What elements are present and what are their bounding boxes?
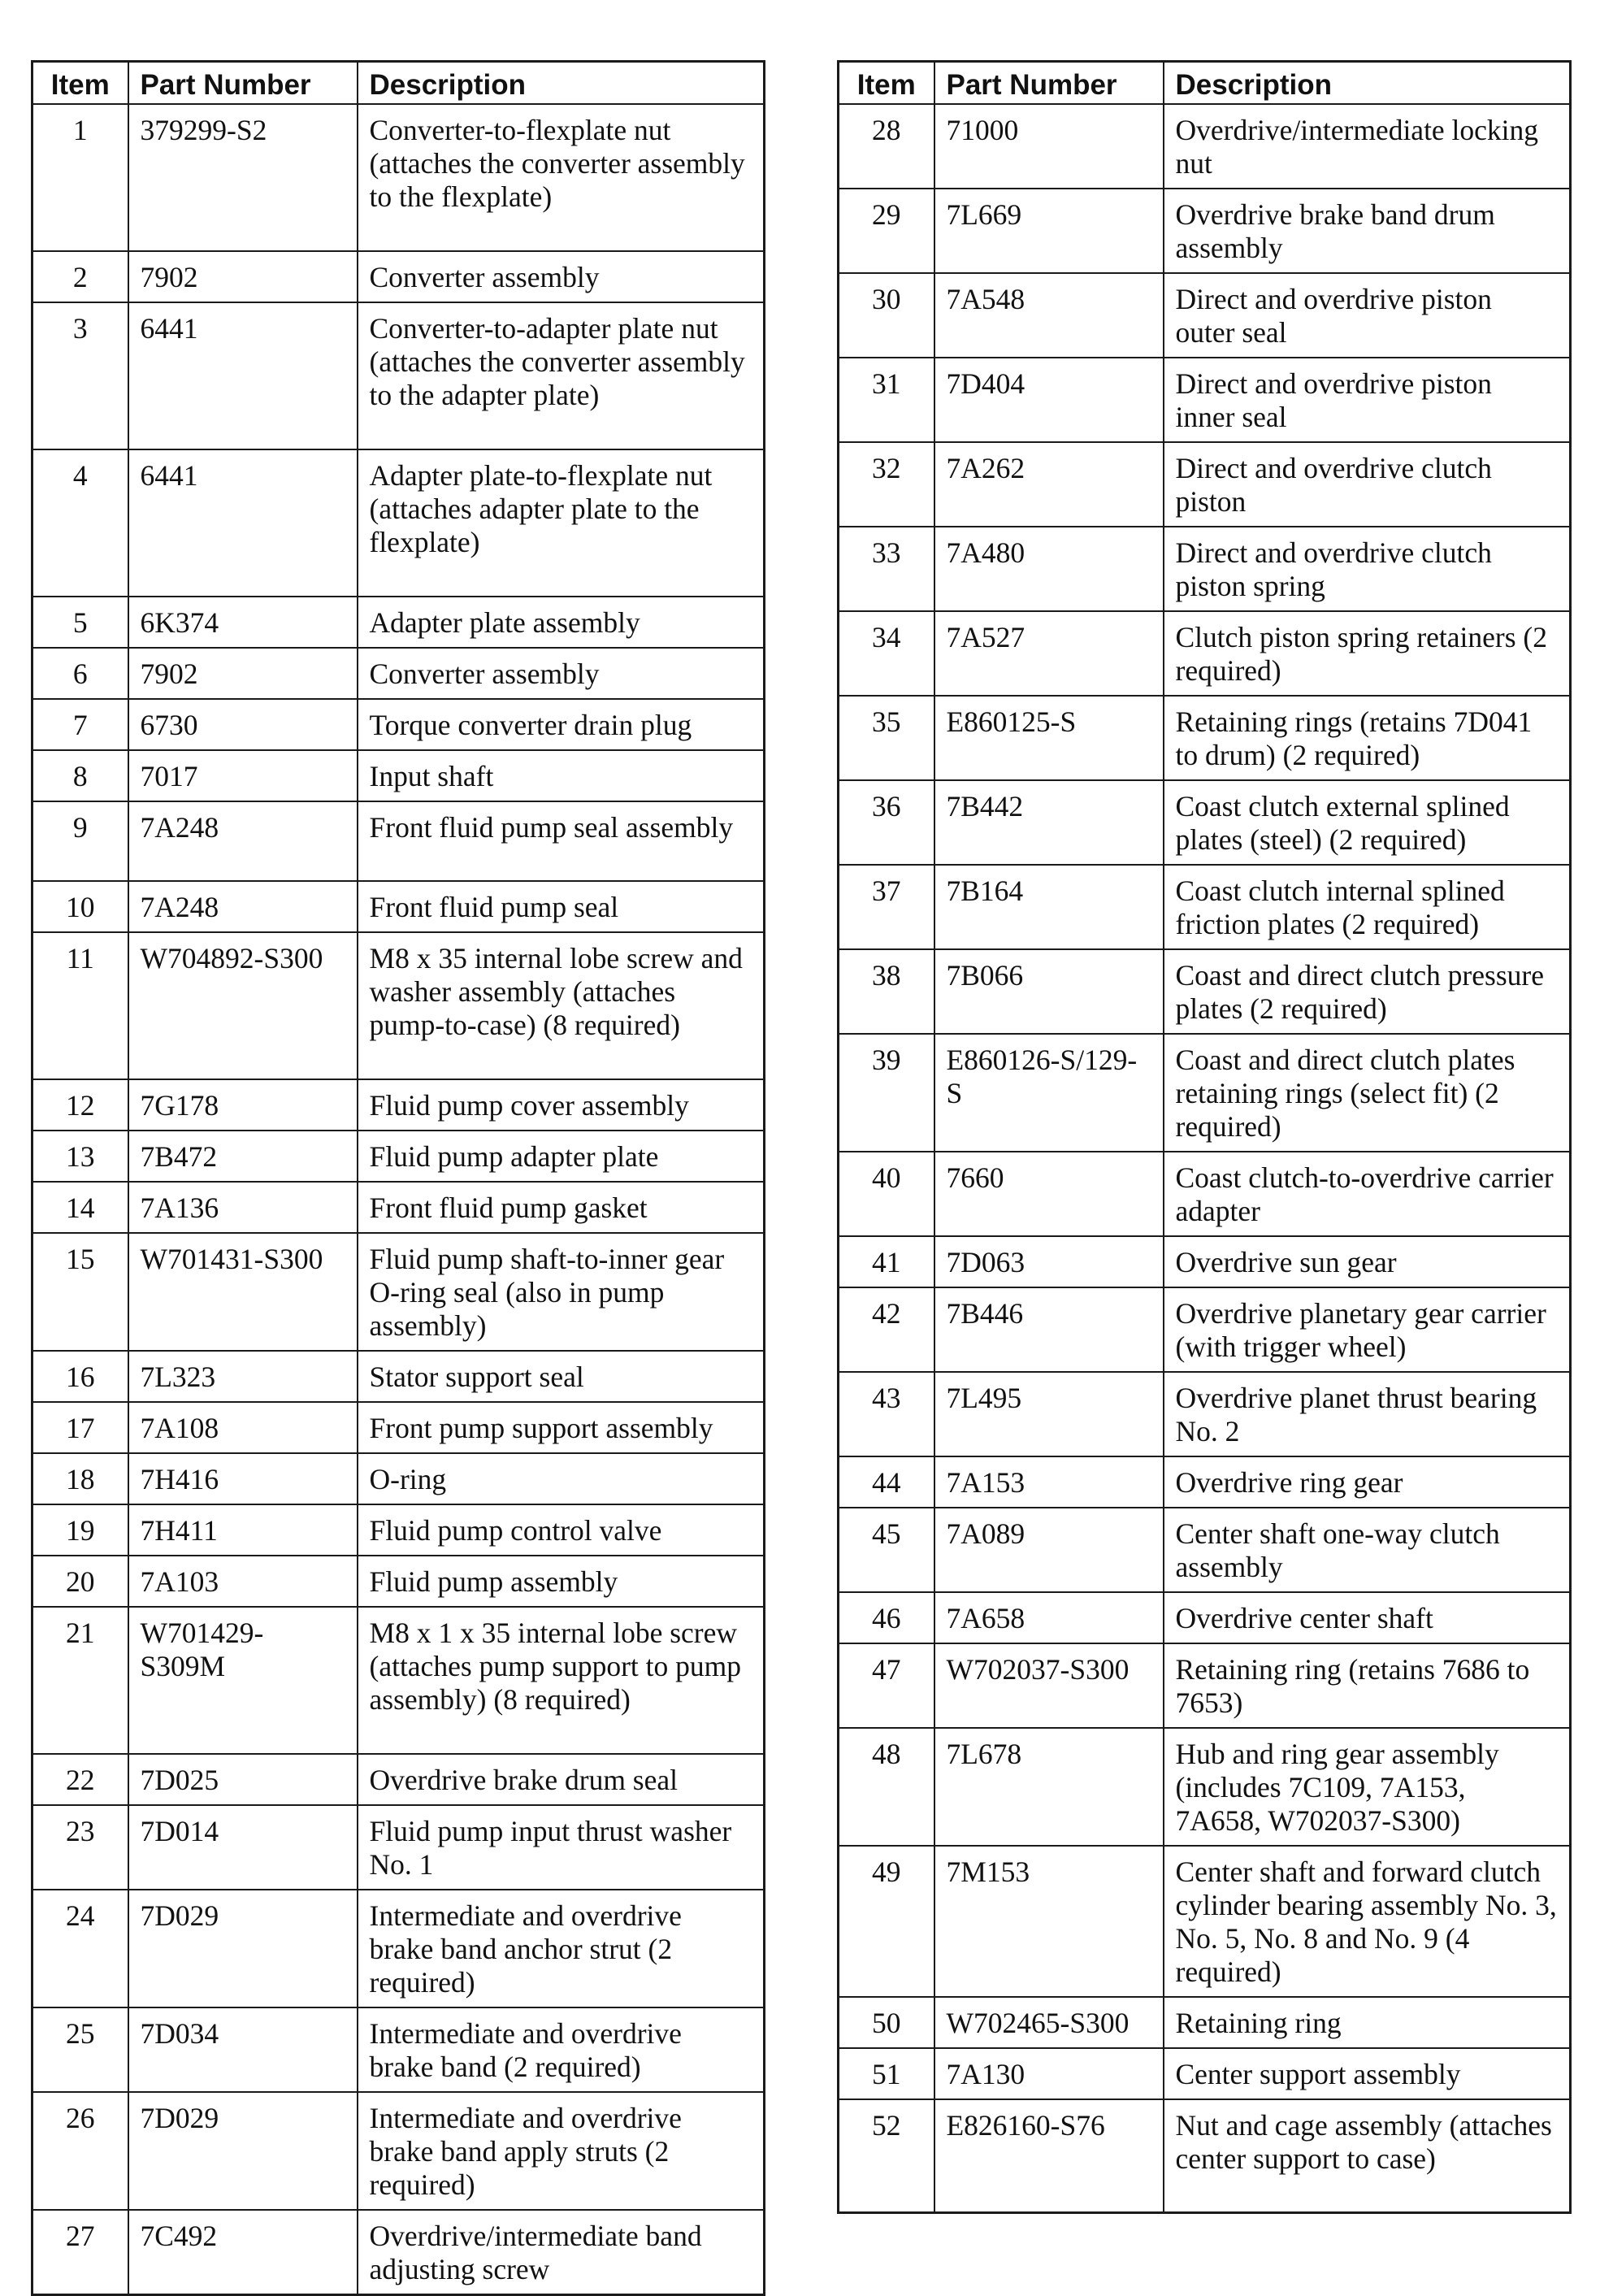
part-number: 6441 bbox=[128, 449, 358, 597]
part-number: 7C492 bbox=[128, 2210, 358, 2295]
item-number: 20 bbox=[33, 1556, 128, 1607]
description: Overdrive planet thrust bearing No. 2 bbox=[1164, 1372, 1571, 1456]
description: Center shaft one-way clutch assembly bbox=[1164, 1508, 1571, 1592]
item-number: 23 bbox=[33, 1805, 128, 1890]
column-header-part-number: Part Number bbox=[128, 62, 358, 104]
table-header-row bbox=[839, 62, 1571, 104]
part-number: 7D063 bbox=[934, 1236, 1164, 1287]
table-row bbox=[33, 750, 765, 801]
table-row bbox=[33, 699, 765, 750]
description: Intermediate and overdrive brake band anchor strut (2 required) bbox=[358, 1890, 765, 2007]
item-number: 15 bbox=[33, 1233, 128, 1351]
description: Coast clutch internal splined friction plates (2 required) bbox=[1164, 865, 1571, 949]
description: Converter-to-adapter plate nut (attaches the converter assembly to the adapter plate) bbox=[358, 302, 765, 449]
item-number: 9 bbox=[33, 801, 128, 881]
table-row bbox=[839, 1846, 1571, 1997]
item-number: 5 bbox=[33, 597, 128, 648]
part-number: 7L678 bbox=[934, 1728, 1164, 1846]
part-number: E826160-S76 bbox=[934, 2099, 1164, 2213]
description: Front fluid pump seal assembly bbox=[358, 801, 765, 881]
part-number: 379299-S2 bbox=[128, 104, 358, 251]
table-row bbox=[839, 1728, 1571, 1846]
part-number: 6K374 bbox=[128, 597, 358, 648]
description: M8 x 1 x 35 internal lobe screw (attaches pump support to pump assembly) (8 required) bbox=[358, 1607, 765, 1754]
table-row bbox=[839, 1456, 1571, 1508]
table-row bbox=[33, 648, 765, 699]
item-number: 44 bbox=[839, 1456, 934, 1508]
part-number: 7902 bbox=[128, 251, 358, 302]
item-number: 51 bbox=[839, 2048, 934, 2099]
description: Direct and overdrive piston outer seal bbox=[1164, 273, 1571, 358]
table-row bbox=[33, 1402, 765, 1453]
table-row bbox=[33, 1754, 765, 1805]
item-number: 24 bbox=[33, 1890, 128, 2007]
part-number: 7L323 bbox=[128, 1351, 358, 1402]
table-row bbox=[839, 358, 1571, 442]
description: Nut and cage assembly (attaches center support to case) bbox=[1164, 2099, 1571, 2213]
part-number: 7L669 bbox=[934, 189, 1164, 273]
part-number: 7H416 bbox=[128, 1453, 358, 1504]
item-number: 47 bbox=[839, 1643, 934, 1728]
description: Fluid pump adapter plate bbox=[358, 1131, 765, 1182]
description: Direct and overdrive clutch piston bbox=[1164, 442, 1571, 527]
table-row bbox=[839, 2099, 1571, 2213]
column-header-description: Description bbox=[358, 62, 765, 104]
part-number: 7A248 bbox=[128, 881, 358, 932]
description: Fluid pump assembly bbox=[358, 1556, 765, 1607]
table-row bbox=[33, 1556, 765, 1607]
part-number: 7017 bbox=[128, 750, 358, 801]
item-number: 17 bbox=[33, 1402, 128, 1453]
description: Fluid pump control valve bbox=[358, 1504, 765, 1556]
item-number: 29 bbox=[839, 189, 934, 273]
part-number: 7A248 bbox=[128, 801, 358, 881]
description: Input shaft bbox=[358, 750, 765, 801]
description: Stator support seal bbox=[358, 1351, 765, 1402]
column-header-item: Item bbox=[33, 62, 128, 104]
item-number: 16 bbox=[33, 1351, 128, 1402]
item-number: 10 bbox=[33, 881, 128, 932]
table-row bbox=[33, 1805, 765, 1890]
item-number: 13 bbox=[33, 1131, 128, 1182]
table-row bbox=[839, 1034, 1571, 1152]
description: Front pump support assembly bbox=[358, 1402, 765, 1453]
column-header-item: Item bbox=[839, 62, 934, 104]
item-number: 4 bbox=[33, 449, 128, 597]
part-number: 7M153 bbox=[934, 1846, 1164, 1997]
description: Intermediate and overdrive brake band (2 required) bbox=[358, 2007, 765, 2092]
item-number: 22 bbox=[33, 1754, 128, 1805]
part-number: W704892-S300 bbox=[128, 932, 358, 1079]
description: Overdrive brake drum seal bbox=[358, 1754, 765, 1805]
table-row bbox=[839, 1372, 1571, 1456]
table-row bbox=[33, 1131, 765, 1182]
table-row bbox=[33, 1890, 765, 2007]
item-number: 48 bbox=[839, 1728, 934, 1846]
table-row bbox=[839, 1643, 1571, 1728]
item-number: 25 bbox=[33, 2007, 128, 2092]
part-number: E860126-S/129-S bbox=[934, 1034, 1164, 1152]
item-number: 36 bbox=[839, 780, 934, 865]
table-row bbox=[839, 189, 1571, 273]
part-number: 7A153 bbox=[934, 1456, 1164, 1508]
part-number: 7D025 bbox=[128, 1754, 358, 1805]
table-row bbox=[839, 780, 1571, 865]
table-row bbox=[33, 597, 765, 648]
table-row bbox=[839, 104, 1571, 189]
description: Intermediate and overdrive brake band apply struts (2 required) bbox=[358, 2092, 765, 2210]
description: Overdrive/intermediate band adjusting screw bbox=[358, 2210, 765, 2295]
part-number: 6441 bbox=[128, 302, 358, 449]
item-number: 49 bbox=[839, 1846, 934, 1997]
item-number: 43 bbox=[839, 1372, 934, 1456]
table-row bbox=[839, 1236, 1571, 1287]
table-row bbox=[33, 881, 765, 932]
item-number: 41 bbox=[839, 1236, 934, 1287]
part-number: 7D014 bbox=[128, 1805, 358, 1890]
description: Overdrive brake band drum assembly bbox=[1164, 189, 1571, 273]
table-row bbox=[839, 1508, 1571, 1592]
table-row bbox=[33, 2007, 765, 2092]
item-number: 14 bbox=[33, 1182, 128, 1233]
table-row bbox=[839, 696, 1571, 780]
description: Fluid pump cover assembly bbox=[358, 1079, 765, 1131]
part-number: 7D029 bbox=[128, 2092, 358, 2210]
item-number: 38 bbox=[839, 949, 934, 1034]
description: Center support assembly bbox=[1164, 2048, 1571, 2099]
part-number: 7A658 bbox=[934, 1592, 1164, 1643]
part-number: 7B446 bbox=[934, 1287, 1164, 1372]
description: Front fluid pump seal bbox=[358, 881, 765, 932]
column-header-description: Description bbox=[1164, 62, 1571, 104]
item-number: 42 bbox=[839, 1287, 934, 1372]
item-number: 3 bbox=[33, 302, 128, 449]
table-row bbox=[839, 865, 1571, 949]
column-header-part-number: Part Number bbox=[934, 62, 1164, 104]
item-number: 11 bbox=[33, 932, 128, 1079]
table-row bbox=[33, 1453, 765, 1504]
description: Converter assembly bbox=[358, 251, 765, 302]
part-number: 7H411 bbox=[128, 1504, 358, 1556]
table-row bbox=[839, 442, 1571, 527]
table-row bbox=[33, 1182, 765, 1233]
table-row bbox=[839, 273, 1571, 358]
part-number: 7A130 bbox=[934, 2048, 1164, 2099]
item-number: 40 bbox=[839, 1152, 934, 1236]
item-number: 33 bbox=[839, 527, 934, 611]
table-row bbox=[33, 1351, 765, 1402]
description: Torque converter drain plug bbox=[358, 699, 765, 750]
item-number: 52 bbox=[839, 2099, 934, 2213]
table-row bbox=[33, 2210, 765, 2295]
part-number: 7A089 bbox=[934, 1508, 1164, 1592]
table-row bbox=[839, 2048, 1571, 2099]
description: Hub and ring gear assembly (includes 7C109, 7A153, 7A658, W702037-S300) bbox=[1164, 1728, 1571, 1846]
item-number: 34 bbox=[839, 611, 934, 696]
item-number: 8 bbox=[33, 750, 128, 801]
description: Fluid pump input thrust washer No. 1 bbox=[358, 1805, 765, 1890]
part-number: 7A480 bbox=[934, 527, 1164, 611]
description: Retaining rings (retains 7D041 to drum) (2 required) bbox=[1164, 696, 1571, 780]
description: Overdrive/intermediate locking nut bbox=[1164, 104, 1571, 189]
table-row bbox=[33, 2092, 765, 2210]
item-number: 1 bbox=[33, 104, 128, 251]
table-row bbox=[33, 251, 765, 302]
table-row bbox=[839, 1592, 1571, 1643]
table-row bbox=[33, 302, 765, 449]
description: O-ring bbox=[358, 1453, 765, 1504]
table-row bbox=[839, 527, 1571, 611]
description: Overdrive ring gear bbox=[1164, 1456, 1571, 1508]
parts-table-right bbox=[837, 60, 1572, 2214]
item-number: 18 bbox=[33, 1453, 128, 1504]
item-number: 35 bbox=[839, 696, 934, 780]
description: M8 x 35 internal lobe screw and washer assembly (attaches pump-to-case) (8 required) bbox=[358, 932, 765, 1079]
part-number: 71000 bbox=[934, 104, 1164, 189]
description: Clutch piston spring retainers (2 required) bbox=[1164, 611, 1571, 696]
part-number: 7L495 bbox=[934, 1372, 1164, 1456]
table-row bbox=[839, 1287, 1571, 1372]
table-row bbox=[839, 611, 1571, 696]
part-number: 7A108 bbox=[128, 1402, 358, 1453]
item-number: 32 bbox=[839, 442, 934, 527]
table-row bbox=[33, 1504, 765, 1556]
part-number: 7902 bbox=[128, 648, 358, 699]
table-row bbox=[33, 1607, 765, 1754]
part-number: W701431-S300 bbox=[128, 1233, 358, 1351]
description: Retaining ring bbox=[1164, 1997, 1571, 2048]
item-number: 21 bbox=[33, 1607, 128, 1754]
part-number: 7B164 bbox=[934, 865, 1164, 949]
part-number: 7A262 bbox=[934, 442, 1164, 527]
item-number: 2 bbox=[33, 251, 128, 302]
part-number: 7G178 bbox=[128, 1079, 358, 1131]
part-number: W702465-S300 bbox=[934, 1997, 1164, 2048]
item-number: 7 bbox=[33, 699, 128, 750]
part-number: 7D404 bbox=[934, 358, 1164, 442]
part-number: W701429-S309M bbox=[128, 1607, 358, 1754]
description: Converter-to-flexplate nut (attaches the converter assembly to the flexplate) bbox=[358, 104, 765, 251]
item-number: 31 bbox=[839, 358, 934, 442]
table-row bbox=[33, 801, 765, 881]
part-number: 7D029 bbox=[128, 1890, 358, 2007]
description: Converter assembly bbox=[358, 648, 765, 699]
table-row bbox=[33, 932, 765, 1079]
description: Overdrive center shaft bbox=[1164, 1592, 1571, 1643]
table-row bbox=[33, 1233, 765, 1351]
description: Overdrive planetary gear carrier (with trigger wheel) bbox=[1164, 1287, 1571, 1372]
description: Fluid pump shaft-to-inner gear O-ring seal (also in pump assembly) bbox=[358, 1233, 765, 1351]
item-number: 27 bbox=[33, 2210, 128, 2295]
item-number: 19 bbox=[33, 1504, 128, 1556]
description: Direct and overdrive clutch piston spring bbox=[1164, 527, 1571, 611]
description: Front fluid pump gasket bbox=[358, 1182, 765, 1233]
part-number: E860125-S bbox=[934, 696, 1164, 780]
part-number: 7B472 bbox=[128, 1131, 358, 1182]
part-number: 7A136 bbox=[128, 1182, 358, 1233]
table-row bbox=[839, 949, 1571, 1034]
table-header-row bbox=[33, 62, 765, 104]
part-number: 7660 bbox=[934, 1152, 1164, 1236]
table-row bbox=[33, 1079, 765, 1131]
item-number: 6 bbox=[33, 648, 128, 699]
parts-table-left bbox=[31, 60, 765, 2296]
table-row bbox=[839, 1152, 1571, 1236]
description: Coast and direct clutch plates retaining rings (select fit) (2 required) bbox=[1164, 1034, 1571, 1152]
table-row bbox=[839, 1997, 1571, 2048]
description: Adapter plate-to-flexplate nut (attaches adapter plate to the flexplate) bbox=[358, 449, 765, 597]
item-number: 39 bbox=[839, 1034, 934, 1152]
item-number: 30 bbox=[839, 273, 934, 358]
table-row bbox=[33, 449, 765, 597]
part-number: 6730 bbox=[128, 699, 358, 750]
description: Adapter plate assembly bbox=[358, 597, 765, 648]
item-number: 28 bbox=[839, 104, 934, 189]
description: Coast and direct clutch pressure plates (2 required) bbox=[1164, 949, 1571, 1034]
table-row bbox=[33, 104, 765, 251]
description: Coast clutch external splined plates (steel) (2 required) bbox=[1164, 780, 1571, 865]
item-number: 50 bbox=[839, 1997, 934, 2048]
part-number: W702037-S300 bbox=[934, 1643, 1164, 1728]
description: Coast clutch-to-overdrive carrier adapter bbox=[1164, 1152, 1571, 1236]
description: Overdrive sun gear bbox=[1164, 1236, 1571, 1287]
item-number: 46 bbox=[839, 1592, 934, 1643]
part-number: 7A548 bbox=[934, 273, 1164, 358]
part-number: 7A103 bbox=[128, 1556, 358, 1607]
item-number: 26 bbox=[33, 2092, 128, 2210]
description: Center shaft and forward clutch cylinder bearing assembly No. 3, No. 5, No. 8 and No. 9 (4 required) bbox=[1164, 1846, 1571, 1997]
part-number: 7B442 bbox=[934, 780, 1164, 865]
part-number: 7D034 bbox=[128, 2007, 358, 2092]
part-number: 7B066 bbox=[934, 949, 1164, 1034]
part-number: 7A527 bbox=[934, 611, 1164, 696]
item-number: 12 bbox=[33, 1079, 128, 1131]
description: Direct and overdrive piston inner seal bbox=[1164, 358, 1571, 442]
item-number: 45 bbox=[839, 1508, 934, 1592]
item-number: 37 bbox=[839, 865, 934, 949]
description: Retaining ring (retains 7686 to 7653) bbox=[1164, 1643, 1571, 1728]
